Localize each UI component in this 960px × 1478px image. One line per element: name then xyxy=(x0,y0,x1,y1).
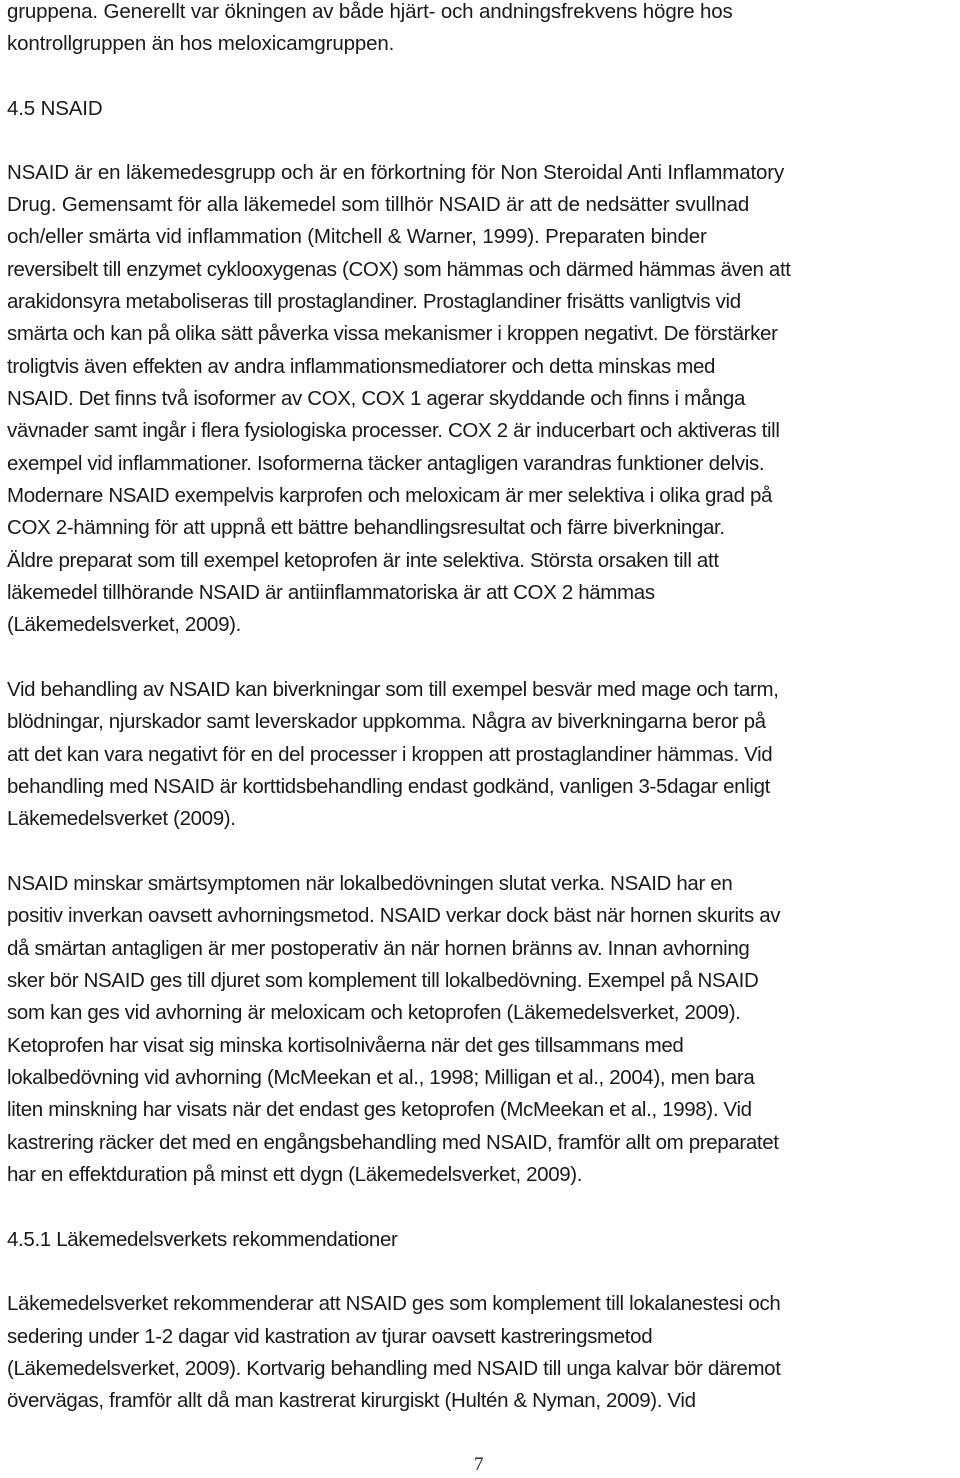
text-line: vävnader samt ingår i flera fysiologiska processer. COX 2 är inducerbart och aktiveras till xyxy=(7,419,780,442)
text-line: positiv inverkan oavsett avhorningsmetod. NSAID verkar dock bäst när hornen skurits av xyxy=(7,904,781,927)
text-line: Modernare NSAID exempelvis karprofen och meloxicam är mer selektiva i olika grad på xyxy=(7,484,773,507)
text-line: övervägas, framför allt då man kastrerat kirurgiskt (Hultén & Nyman, 2009). Vid xyxy=(7,1389,696,1412)
text-line: NSAID minskar smärtsymptomen när lokalbedövningen slutat verka. NSAID har en xyxy=(7,872,733,895)
text-line: och/eller smärta vid inflammation (Mitchell & Warner, 1999). Preparaten binder xyxy=(7,225,707,248)
text-line: har en effektduration på minst ett dygn (Läkemedelsverket, 2009). xyxy=(7,1163,583,1186)
text-line: Läkemedelsverket (2009). xyxy=(7,807,236,830)
text-line: NSAID. Det finns två isoformer av COX, COX 1 agerar skyddande och finns i många xyxy=(7,387,746,410)
text-line: Vid behandling av NSAID kan biverkningar som till exempel besvär med mage och tarm, xyxy=(7,678,779,701)
text-line: sedering under 1-2 dagar vid kastration av tjurar oavsett kastreringsmetod xyxy=(7,1325,653,1348)
text-line: arakidonsyra metaboliseras till prostaglandiner. Prostaglandiner frisätts vanligtvis vid xyxy=(7,290,741,313)
text-line: gruppena. Generellt var ökningen av både hjärt- och andningsfrekvens högre hos xyxy=(7,0,733,23)
text-line: Äldre preparat som till exempel ketoprofen är inte selektiva. Största orsaken till att xyxy=(7,549,719,572)
text-line: (Läkemedelsverket, 2009). Kortvarig behandling med NSAID till unga kalvar bör däremot xyxy=(7,1357,781,1380)
text-line: exempel vid inflammationer. Isoformerna täcker antagligen varandras funktioner delvis. xyxy=(7,452,765,475)
text-line: sker bör NSAID ges till djuret som komplement till lokalbedövning. Exempel på NSAID xyxy=(7,969,759,992)
text-line: liten minskning har visats när det endast ges ketoprofen (McMeekan et al., 1998). Vid xyxy=(7,1098,752,1121)
text-line: Drug. Gemensamt för alla läkemedel som tillhör NSAID är att de nedsätter svullnad xyxy=(7,193,750,216)
text-line: COX 2-hämning för att uppnå ett bättre behandlingsresultat och färre biverkningar. xyxy=(7,516,725,539)
text-line: reversibelt till enzymet cyklooxygenas (COX) som hämmas och därmed hämmas även att xyxy=(7,258,791,281)
text-line: behandling med NSAID är korttidsbehandling endast godkänd, vanligen 3-5dagar enligt xyxy=(7,775,771,798)
text-line: NSAID är en läkemedesgrupp och är en förkortning för Non Steroidal Anti Inflammatory xyxy=(7,161,785,184)
text-line: blödningar, njurskador samt leverskador uppkomma. Några av biverkningarna beror på xyxy=(7,710,766,733)
text-line: kastrering räcker det med en engångsbehandling med NSAID, framför allt om preparatet xyxy=(7,1131,779,1154)
page-number: 7 xyxy=(474,1454,484,1475)
text-line: att det kan vara negativt för en del processer i kroppen att prostaglandiner hämmas. Vid xyxy=(7,743,773,766)
text-line: läkemedel tillhörande NSAID är antiinflammatoriska är att COX 2 hämmas xyxy=(7,581,655,604)
text-line: kontrollgruppen än hos meloxicamgruppen. xyxy=(7,32,395,55)
text-line: smärta och kan på olika sätt påverka vissa mekanismer i kroppen negativt. De förstärker xyxy=(7,322,778,345)
subsection-heading: 4.5.1 Läkemedelsverkets rekommendationer xyxy=(7,1228,398,1251)
text-line: lokalbedövning vid avhorning (McMeekan et al., 1998; Milligan et al., 2004), men bara xyxy=(7,1066,755,1089)
text-line: då smärtan antagligen är mer postoperativ än när hornen bränns av. Innan avhorning xyxy=(7,937,750,960)
text-line: som kan ges vid avhorning är meloxicam och ketoprofen (Läkemedelsverket, 2009). xyxy=(7,1001,741,1024)
section-heading: 4.5 NSAID xyxy=(7,97,103,120)
text-line: Läkemedelsverket rekommenderar att NSAID ges som komplement till lokalanestesi och xyxy=(7,1292,781,1315)
text-line: troligtvis även effekten av andra inflammationsmediatorer och detta minskas med xyxy=(7,355,716,378)
text-line: Ketoprofen har visat sig minska kortisolnivåerna när det ges tillsammans med xyxy=(7,1034,684,1057)
text-line: (Läkemedelsverket, 2009). xyxy=(7,613,241,636)
